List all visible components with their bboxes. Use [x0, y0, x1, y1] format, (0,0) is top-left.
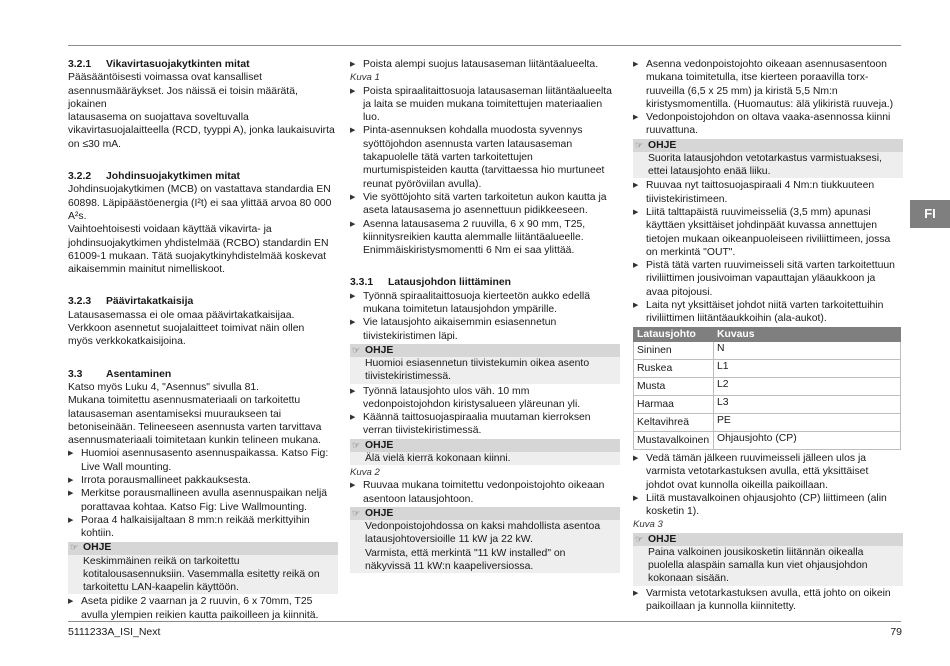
terminal-steps-list: [633, 452, 903, 518]
list-item: [350, 85, 620, 125]
section-3-2-1-line: latausasema on suojattava soveltuvalla: [68, 112, 249, 124]
wire-table-header: Kuvaus: [714, 327, 901, 341]
section-3-2-1-title: Vikavirtasuojakytkinten mitat: [106, 59, 250, 70]
note-box-line: Paina valkoinen jousikosketin liitännän oikealla: [648, 546, 864, 558]
section-3-3-title: Asentaminen: [106, 368, 172, 380]
section-3-3-line: betoniseinään. Telineeseen asennusta varten tarvittava: [68, 421, 322, 433]
table-cell: Keltavihreä: [634, 413, 714, 431]
note-box-line: näkyvissä 11 kW:n kaapeliversiossa.: [365, 560, 534, 572]
section-3-2-2-line: aikaisemmin mainitut nimelliskoot.: [68, 264, 226, 276]
column-2: [350, 58, 620, 574]
mounting-steps-list: [350, 85, 620, 258]
table-cell: Ohjausjohto (CP): [714, 431, 901, 449]
note-box: [633, 139, 903, 179]
list-item-line: ▶ Irrota porausmallineet pakkauksesta.: [81, 475, 251, 487]
note-hand-icon: ☞: [635, 139, 644, 150]
table-row: [634, 431, 901, 449]
list-item-line: avaa pitojousi.: [646, 286, 713, 298]
section-3-3-paragraph: [68, 381, 338, 447]
list-item-line: mukana toimitetun latausjohdon ympärille.: [363, 304, 558, 316]
list-item-line: tiivistekiristimeen.: [646, 193, 728, 205]
table-cell: PE: [714, 413, 901, 431]
final-check-list: [633, 587, 903, 614]
column-3: [633, 58, 903, 613]
table-cell: Ruskea: [634, 359, 714, 377]
note-hand-icon: ☞: [352, 344, 361, 355]
section-3-3-line: asennusmateriaali toimitetaan kunkin telineen mukana.: [68, 435, 321, 447]
list-item: [633, 206, 903, 259]
section-3-2-3-line: Latausasemassa ei ole omaa päävirtakatkaisijaa.: [68, 309, 295, 321]
section-3-2-3-number: 3.2.3: [68, 296, 92, 308]
figure-caption-3: Kuva 3: [633, 519, 663, 531]
list-item: [633, 299, 903, 326]
list-item-line: vedonpoistojohdon kiristysalueen yläreunan yli.: [363, 398, 581, 410]
section-3-2-2-line: Johdinsuojakytkimen (MCB) on vastattava standardia EN: [68, 184, 331, 196]
note-box-line: Huomioi esiasennetun tiivistekumin oikea asento: [365, 357, 590, 369]
cable-steps-list: [350, 385, 620, 438]
section-3-2-1-heading: [68, 58, 338, 71]
list-item: [68, 514, 338, 541]
page-number: 79: [890, 626, 902, 638]
list-item-line: ruuvattuna.: [646, 125, 698, 137]
list-item-line: ▶ Pinta-asennuksen kohdalla muodosta syvennys: [363, 125, 583, 137]
list-item: [350, 385, 620, 412]
wire-table-header-row: [634, 327, 901, 341]
list-item: [68, 474, 338, 487]
note-box-body: [350, 452, 620, 465]
list-item-line: käyttäen yksittäiset johdinpäät kuvassa annettujen: [646, 220, 878, 232]
list-item-line: kiristysmomentilla. (Huomautus: älä ylikiristä ruuveja.): [646, 98, 894, 110]
list-item-line: riviliittimen liitäntäaukkoihin (ala-aukot).: [646, 313, 827, 325]
note-box-label: OHJE: [648, 139, 677, 151]
list-item-line: ▶ Asenna latausasema 2 ruuvilla, 6 x 90 mm, T25,: [363, 218, 586, 230]
list-item-line: ▶ Vie latausjohto aikaisemmin esiasennetun: [363, 317, 557, 329]
list-item-line: aseta latausasema jo asennettuun pidikkeeseen.: [363, 205, 588, 217]
section-3-2-3-line: myös verkkokatkaisijoina.: [68, 336, 186, 348]
list-item-line: verran tiivistekiristimessä.: [363, 425, 482, 437]
list-item-line: ▶ Käännä taittosuojaspiraalia muutaman kierroksen: [363, 412, 591, 424]
section-3-2-1-line: Pääsääntöisesti voimassa ovat kansalliset: [68, 72, 263, 84]
list-item-line: takapuolelle tätä varten tarkoitettujen: [363, 152, 533, 164]
note-box-line: kokonaan sisään.: [648, 573, 729, 585]
list-item-line: ▶ Huomioi asennusasento asennuspaikassa. Katso Fig:: [81, 448, 329, 460]
list-item-line: ▶ Ruuvaa mukana toimitettu vedonpoistojohto oikeaan: [363, 480, 605, 492]
list-item-line: ▶ Aseta pidike 2 vaarnan ja 2 ruuvin, 6 x 70mm, T25: [81, 596, 313, 608]
list-item: [350, 411, 620, 438]
note-box: [350, 507, 620, 573]
note-box: [633, 533, 903, 586]
note-box-header: [350, 507, 620, 520]
list-item: [350, 479, 620, 506]
note-box-line: Älä vielä kierrä kokonaan kiinni.: [365, 452, 511, 464]
table-cell: L3: [714, 395, 901, 413]
note-hand-icon: ☞: [352, 507, 361, 518]
list-item: [350, 316, 620, 343]
note-box-body: [68, 555, 338, 595]
note-box-line: puolella alaspäin samalla kun viet ohjausjohdon: [648, 560, 868, 572]
section-3-2-1-paragraph: [68, 71, 338, 151]
note-box-body: [633, 152, 903, 179]
note-hand-icon: ☞: [635, 533, 644, 544]
list-item-line: ▶ Pistä tätä varten ruuvimeisseli sitä varten tarkoitettuun: [646, 260, 895, 272]
section-3-2-1-line: vikavirtasuojalaitteella (RCD, tyyppi A), jonka laukaisuvirta: [68, 125, 335, 137]
list-item: [68, 487, 338, 514]
strain-relief-steps-list: [633, 58, 903, 138]
list-item-line: ▶ Vedonpoistojohdon on oltava vaaka-asennossa kiinni: [646, 112, 891, 124]
note-box-line: latausjohtoversioille 11 kW ja 22 kW.: [365, 534, 533, 546]
list-item-line: tiivistekiristimen läpi.: [363, 330, 458, 342]
list-item-line: avulla ylempien reikien kautta paikoilleen ja kiinnitä.: [81, 609, 319, 621]
terminal-steps-list: [633, 179, 903, 325]
section-3-2-1-line: on ≤30 mA.: [68, 138, 122, 150]
note-box-line: ettei latausjohto enää liiku.: [648, 166, 771, 178]
section-3-3-1-number: 3.3.1: [350, 277, 374, 289]
table-row: [634, 359, 901, 377]
section-3-2-2-line: Vaihtoehtoisesti voidaan käyttää vikavirta- ja: [68, 224, 272, 236]
list-item: [350, 290, 620, 317]
list-item-line: Enimmäiskiristysmomentti 6 Nm ei saa ylittää.: [363, 245, 575, 257]
list-item-line: ▶ Merkitse porausmallineen avulla asennuspaikan neljä: [81, 488, 328, 500]
note-box-body: [350, 520, 620, 573]
mounting-steps-list: [68, 595, 338, 622]
list-item-line: ruuveilla (6,5 x 25 mm) ja kiristä 5,5 Nm:n: [646, 85, 838, 97]
list-item: [350, 58, 620, 71]
list-item-line: ▶ Työnnä latausjohto ulos väh. 10 mm: [363, 385, 530, 397]
note-box-line: Vedonpoistojohdossa on kaksi mahdollista asentoa: [365, 520, 601, 532]
list-item: [350, 218, 620, 258]
list-item: [68, 595, 338, 622]
note-hand-icon: ☞: [70, 542, 79, 553]
table-cell: N: [714, 341, 901, 359]
cover-removal-list: [350, 58, 620, 71]
list-item-line: varmista vetotarkastuksen avulla, että yksittäiset: [646, 466, 869, 478]
note-box-label: OHJE: [365, 439, 394, 451]
section-3-3-line: Katso myös Luku 4, "Asennus" sivulla 81.: [68, 381, 260, 393]
note-box: [68, 542, 338, 595]
section-3-2-2-line: 61009-1 mukaan. Tätä suojakytkinyhdistelmää koskevat: [68, 250, 326, 262]
list-item-line: kohtiin.: [81, 528, 114, 540]
list-item-line: ▶ Ruuvaa nyt taittosuojaspiraali 4 Nm:n tiukkuuteen: [646, 180, 875, 192]
note-box-label: OHJE: [83, 542, 112, 554]
installation-steps-list: [68, 447, 338, 540]
list-item: [633, 452, 903, 492]
note-box-line: tiivistekiristimessä.: [365, 371, 452, 383]
section-3-2-3-paragraph: [68, 309, 338, 349]
list-item-line: ▶ Poista spiraalitaittosuoja latausaseman liitäntäalueelta: [363, 85, 612, 97]
list-item: [633, 492, 903, 519]
section-3-2-1-line: asennusmääräykset. Jos näissä ei toisin määrätä, jokainen: [68, 85, 298, 110]
list-item-line: ▶ Työnnä spiraalitaittosuoja kierteetön aukko edellä: [363, 290, 591, 302]
list-item-line: kosketin 1).: [646, 506, 700, 518]
list-item-line: porattavaa kohtaa. Katso Fig: Live Wallmounting.: [81, 501, 308, 513]
section-3-2-2-number: 3.2.2: [68, 171, 92, 183]
table-row: [634, 341, 901, 359]
list-item-line: johdot ovat kunnolla oikeilla paikoillaan.: [646, 479, 828, 491]
note-box-header: [633, 533, 903, 546]
list-item-line: ja laita se muiden mukana toimitettujen materiaalien: [363, 98, 603, 110]
strain-relief-steps-list: [350, 479, 620, 506]
note-box-body: [633, 546, 903, 586]
note-box: [350, 344, 620, 384]
table-row: [634, 395, 901, 413]
list-item-line: syöttöjohdon asennusta varten latausaseman: [363, 138, 573, 150]
section-3-3-line: Mukana toimitettu asennusmateriaali on tarkoitettu: [68, 395, 301, 407]
section-3-3-line: latausaseman asentamiseksi muuraukseen tai: [68, 408, 282, 420]
table-cell: Sininen: [634, 341, 714, 359]
list-item-line: on merkintä "OUT".: [646, 246, 736, 258]
note-box-line: Suorita latausjohdon vetotarkastus varmistuaksesi,: [648, 152, 882, 164]
list-item-line: ▶ Poista alempi suojus latausaseman liitäntäalueelta.: [363, 59, 599, 70]
note-box-header: [350, 439, 620, 452]
list-item-line: ▶ Poraa 4 halkaisijaltaan 8 mm:n reikää merkittyihin: [81, 514, 310, 526]
note-box-header: [68, 542, 338, 555]
list-item-line: paikoillaan ja kunnolla kiinnitetty.: [646, 600, 796, 612]
section-3-2-2-line: johdinsuojakytkimen yhdistelmää (RCBO) standardin EN: [68, 237, 329, 249]
table-cell: Musta: [634, 377, 714, 395]
table-cell: L2: [714, 377, 901, 395]
note-box: [350, 439, 620, 465]
list-item-line: ▶ Laita nyt yksittäiset johdot niitä varten tarkoitettuihin: [646, 300, 884, 312]
list-item-line: mukana toimitetulla, itse kierteen poraavilla torx-: [646, 72, 869, 84]
table-cell: Mustavalkoinen: [634, 431, 714, 449]
note-hand-icon: ☞: [352, 439, 361, 450]
note-box-header: [633, 139, 903, 152]
figure-caption-2: Kuva 2: [350, 467, 380, 479]
list-item-line: tietojen mukaan oikeanpuoleiseen riviliittimeen, jossa: [646, 233, 891, 245]
section-3-3-number: 3.3: [68, 368, 83, 380]
language-tab: FI: [910, 200, 950, 228]
list-item-line: Live Wall mounting.: [81, 461, 172, 473]
table-cell: L1: [714, 359, 901, 377]
list-item-line: ▶ Vedä tämän jälkeen ruuvimeisseli jälleen ulos ja: [646, 452, 867, 464]
note-box-label: OHJE: [365, 507, 394, 519]
section-3-3-1-heading: [350, 276, 620, 289]
note-box-line: Varmista, että merkintä "11 kW installed" on: [365, 547, 566, 559]
note-box-body: [350, 357, 620, 384]
list-item: [633, 111, 903, 138]
list-item: [633, 259, 903, 299]
table-row: [634, 377, 901, 395]
list-item-line: ▶ Asenna vedonpoistojohto oikeaan asennusasentoon: [646, 59, 887, 70]
list-item-line: murtumispisteiden kautta (tarvittaessa hio murtuneet: [363, 165, 605, 177]
list-item: [633, 179, 903, 206]
list-item-line: asentoon latausjohtoon.: [363, 493, 474, 505]
section-3-2-3-line: Verkkoon asennetut suojalaitteet toimivat näin ollen: [68, 323, 305, 335]
note-box-line: kotitalousasennuksiin. Vasemmalla esitetty reikä on: [83, 568, 320, 580]
list-item-line: ▶ Liitä talttapäistä ruuvimeisseliä (3,5 mm) apunasi: [646, 206, 871, 218]
header-rule: [68, 45, 901, 46]
document-id: 5111233A_ISI_Next: [68, 626, 161, 638]
list-item: [633, 58, 903, 111]
section-3-2-2-heading: [68, 170, 338, 183]
list-item: [350, 124, 620, 190]
wire-table-header: Latausjohto: [634, 327, 714, 341]
note-box-label: OHJE: [365, 344, 394, 356]
list-item: [350, 191, 620, 218]
section-3-2-2-paragraph: [68, 183, 338, 276]
list-item-line: ▶ Vie syöttöjohto sitä varten tarkoitetun aukon kautta ja: [363, 191, 607, 203]
section-3-2-3-title: Päävirtakatkaisija: [106, 296, 194, 308]
table-cell: Harmaa: [634, 395, 714, 413]
section-3-2-3-heading: [68, 295, 338, 308]
section-3-3-heading: [68, 368, 338, 381]
list-item-line: ▶ Liitä mustavalkoinen ohjausjohto (CP) liittimeen (alin: [646, 492, 887, 504]
section-3-3-1-title: Latausjohdon liittäminen: [388, 277, 511, 289]
note-box-line: Keskimmäinen reikä on tarkoitettu: [83, 555, 240, 567]
list-item-line: ▶ Varmista vetotarkastuksen avulla, että johto on oikein: [646, 587, 891, 599]
list-item-line: kiinnitysreikien kautta alemmalle liitäntäalueelle.: [363, 231, 584, 243]
list-item: [633, 587, 903, 614]
list-item-line: riviliittimen jousivoiman vapauttajan yläaukkoon ja: [646, 273, 876, 285]
note-box-header: [350, 344, 620, 357]
list-item: [68, 447, 338, 474]
figure-caption-1: Kuva 1: [350, 72, 380, 84]
list-item-line: reunat pyöröviilan avulla).: [363, 178, 482, 190]
column-1: [68, 58, 338, 622]
section-3-2-1-number: 3.2.1: [68, 59, 92, 70]
section-3-2-2-title: Johdinsuojakytkimen mitat: [106, 171, 240, 183]
section-3-2-2-line: 60898. Läpipäästöenergia (I²t) ei saa ylittää arvoa 80 000: [68, 197, 332, 209]
note-box-line: tarkoitettu LAN-kaapelin käyttöön.: [83, 582, 239, 594]
wire-table: [633, 327, 901, 450]
footer-rule: [68, 621, 901, 622]
section-3-2-2-line: A²s.: [68, 210, 87, 222]
cable-steps-list: [350, 290, 620, 343]
list-item-line: luo.: [363, 112, 380, 124]
table-row: [634, 413, 901, 431]
note-box-label: OHJE: [648, 533, 677, 545]
